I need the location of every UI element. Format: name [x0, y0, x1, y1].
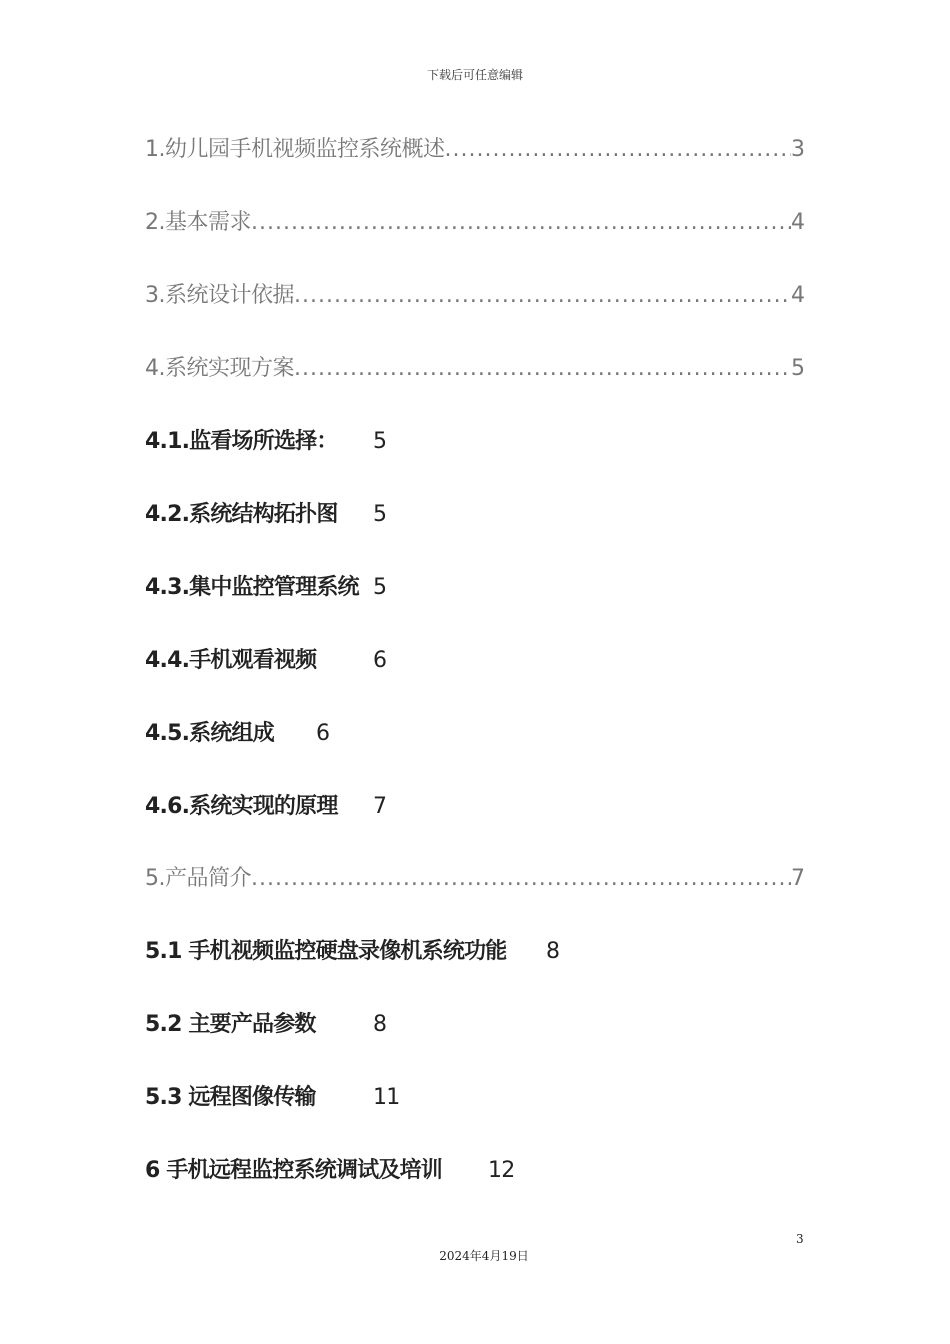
toc-entry-page: 7: [373, 794, 387, 819]
toc-subentry[interactable]: [145, 1009, 805, 1041]
toc-subentry[interactable]: [145, 426, 805, 458]
toc-entry-page: 6: [373, 648, 387, 673]
toc-entry-title: 6 手机远程监控系统调试及培训: [145, 1158, 442, 1183]
toc-subentry[interactable]: [145, 1155, 805, 1187]
toc-entry-title: 4.1.监看场所选择：: [145, 429, 338, 454]
toc-entry-title: 4.5.系统组成: [145, 721, 274, 746]
toc-entry-page: 5: [373, 502, 387, 527]
toc-leader: [445, 134, 792, 166]
page-number: 3: [796, 1232, 804, 1246]
toc-entry-page: 7: [791, 866, 805, 891]
toc-entry[interactable]: [145, 207, 805, 239]
toc-entry-title: 4.4.手机观看视频: [145, 648, 317, 673]
page-header: 下载后可任意编辑: [426, 68, 523, 82]
toc-entry-page: 11: [373, 1085, 400, 1110]
toc-subentry[interactable]: [145, 936, 805, 968]
toc-entry[interactable]: [145, 863, 805, 895]
toc-entry-title: 4.2.系统结构拓扑图: [145, 502, 338, 527]
toc-leader: [251, 863, 791, 895]
toc-entry-title: 5.产品简介: [145, 866, 251, 891]
toc-subentry[interactable]: [145, 499, 805, 531]
toc-entry[interactable]: [145, 353, 805, 385]
toc-entry-page: 5: [373, 429, 387, 454]
toc-entry-page: 8: [373, 1012, 387, 1037]
toc-entry-page: 12: [488, 1158, 515, 1183]
toc-subentry[interactable]: [145, 645, 805, 677]
toc-entry-title: 4.3.集中监控管理系统: [145, 575, 359, 600]
footer-date: 2024年4月19日: [439, 1249, 529, 1263]
toc-entry-title: 2.基本需求: [145, 210, 251, 235]
toc-entry-page: 5: [373, 575, 387, 600]
toc-entry-title: 4.系统实现方案: [145, 356, 294, 381]
toc-subentry[interactable]: [145, 718, 805, 750]
toc-leader: [251, 207, 791, 239]
toc-entry-title: 1.幼儿园手机视频监控系统概述: [145, 137, 445, 162]
toc-entry[interactable]: [145, 280, 805, 312]
toc-entry[interactable]: [145, 134, 805, 166]
toc-entry-page: 4: [791, 210, 805, 235]
toc-entry-page: 6: [316, 721, 330, 746]
toc-subentry[interactable]: [145, 572, 805, 604]
toc-entry-title: 5.3 远程图像传输: [145, 1085, 316, 1110]
toc-entry-page: 3: [791, 137, 805, 162]
toc-entry-page: 4: [791, 283, 805, 308]
toc-entry-title: 5.2 主要产品参数: [145, 1012, 316, 1037]
toc-subentry[interactable]: [145, 791, 805, 823]
toc-leader: [294, 280, 791, 312]
toc-subentry[interactable]: [145, 1082, 805, 1114]
toc-leader: [294, 353, 791, 385]
toc-entry-page: 8: [546, 939, 560, 964]
toc-entry-title: 5.1 手机视频监控硬盘录像机系统功能: [145, 939, 507, 964]
toc-entry-title: 3.系统设计依据: [145, 283, 294, 308]
toc-entry-page: 5: [791, 356, 805, 381]
toc-entry-title: 4.6.系统实现的原理: [145, 794, 338, 819]
